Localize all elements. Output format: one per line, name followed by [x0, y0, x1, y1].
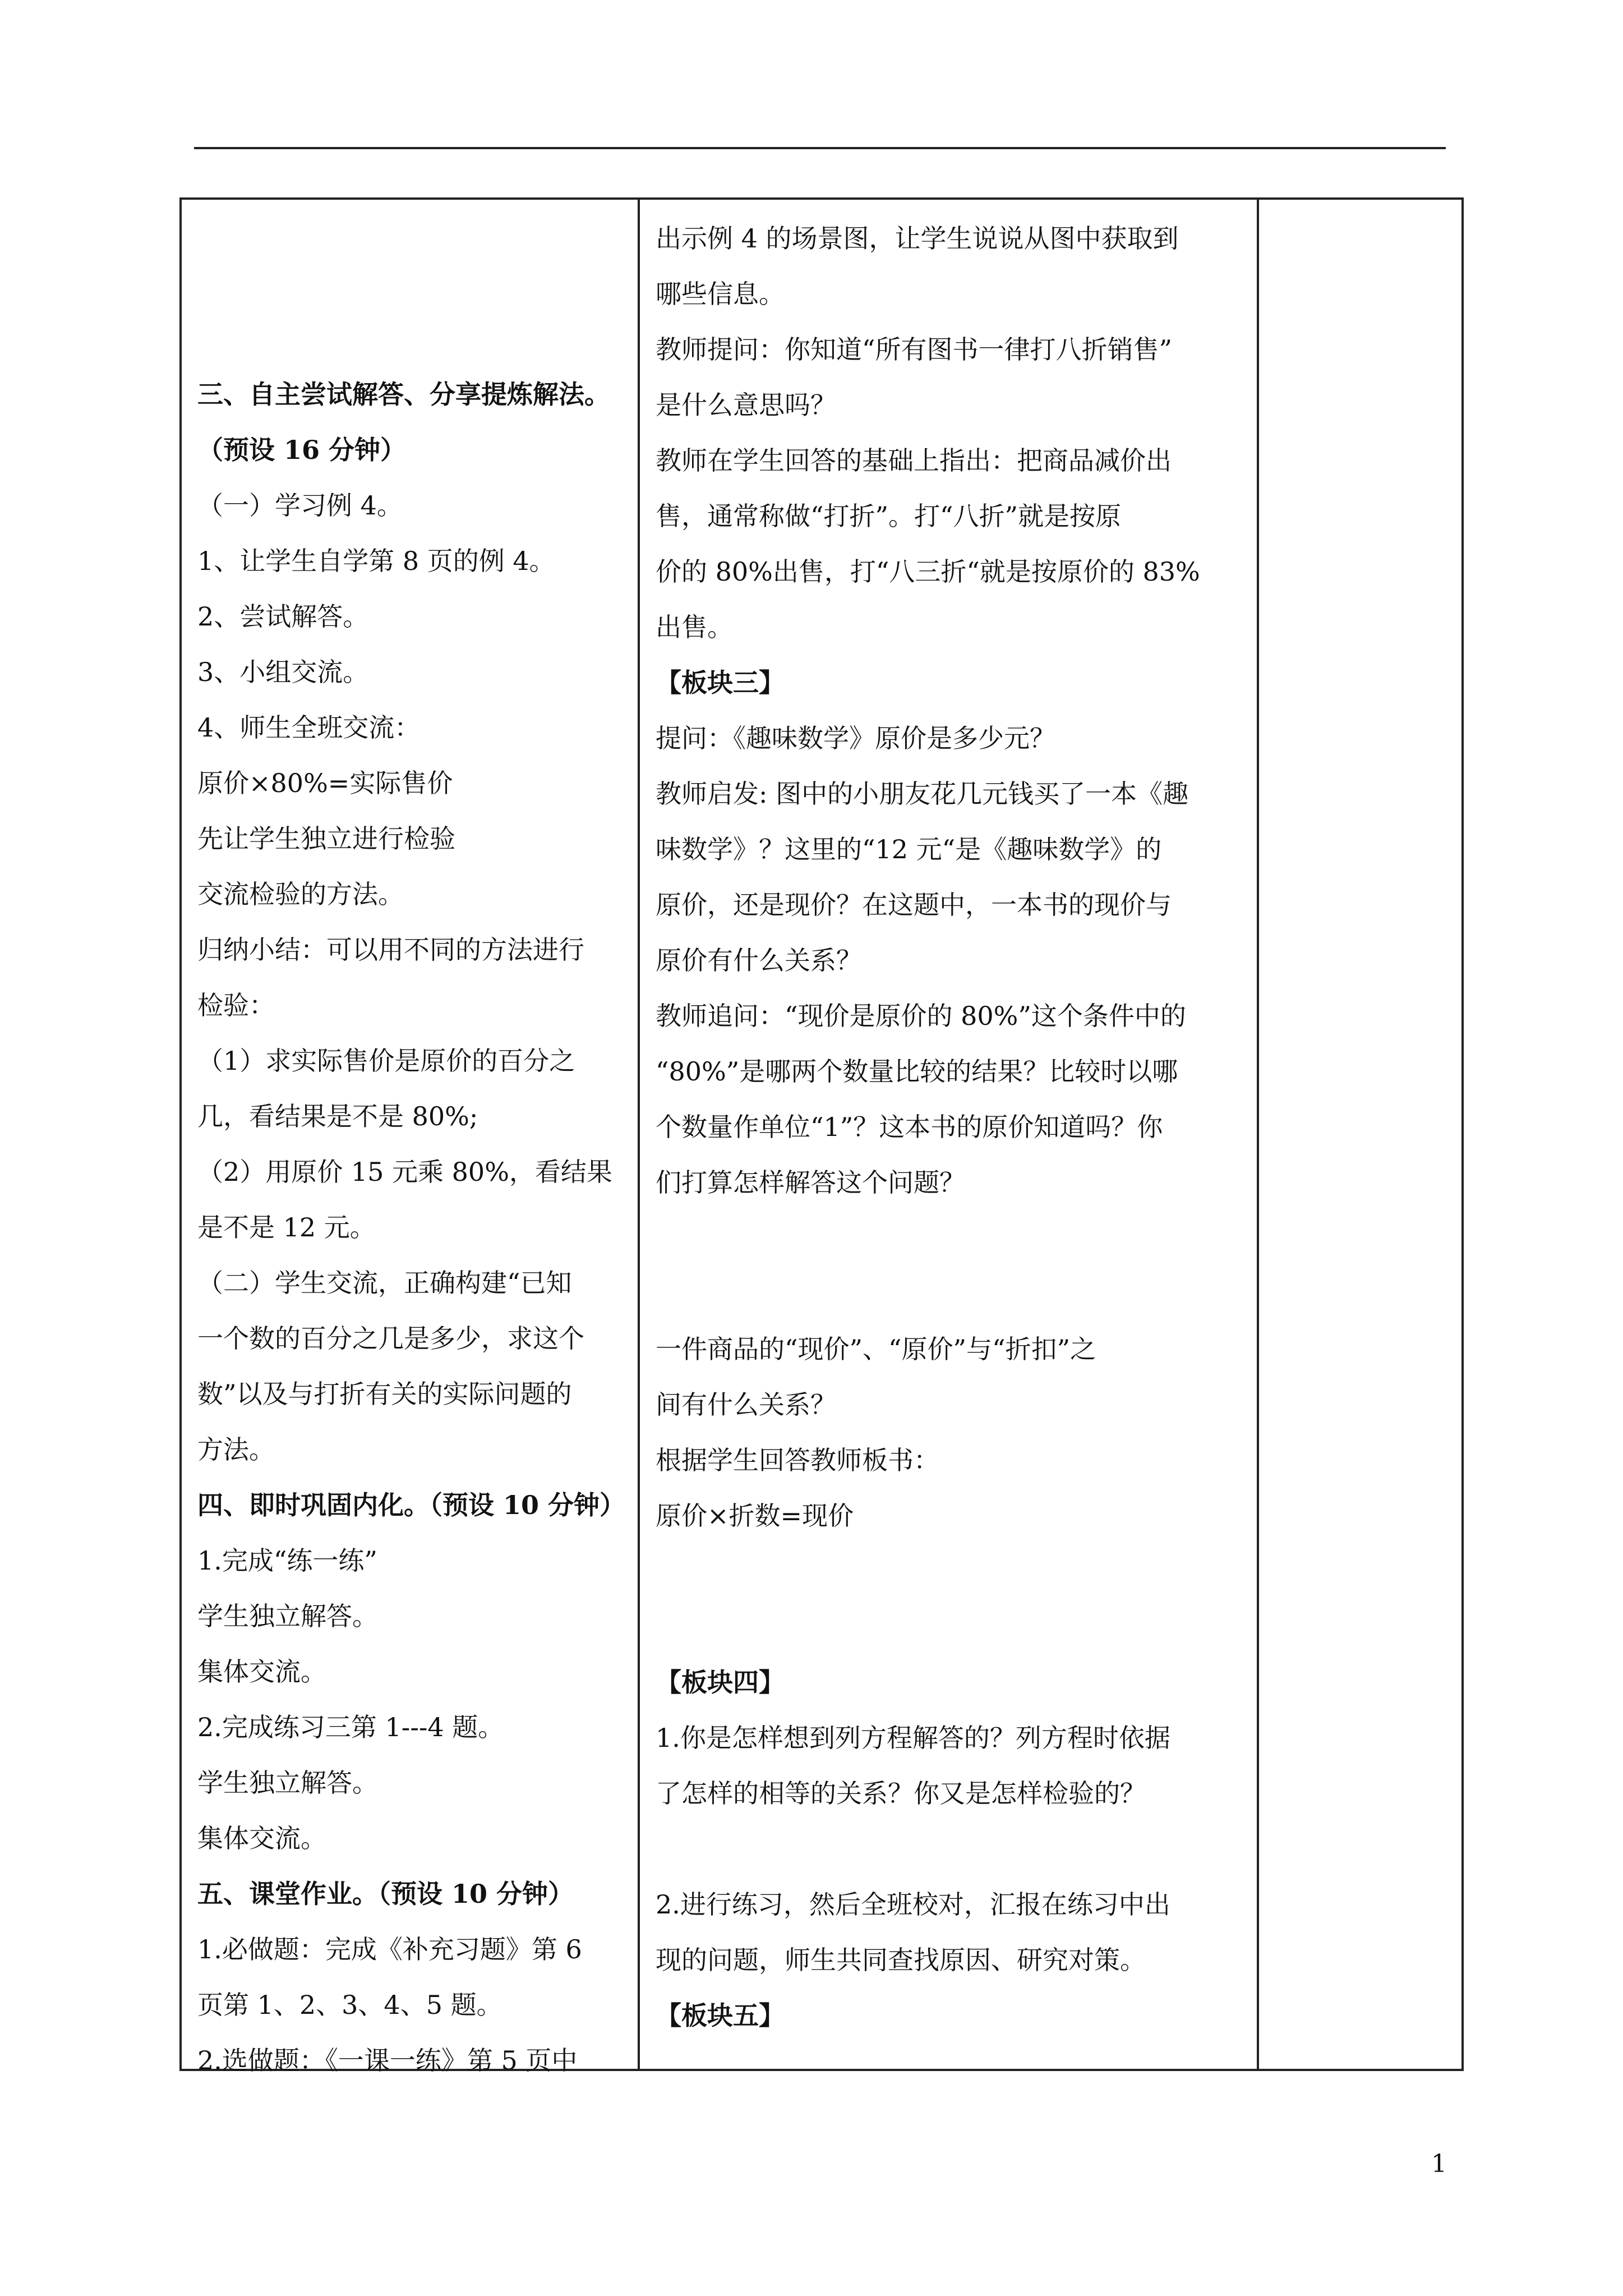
text-line: 根据学生回答教师板书：: [656, 1445, 939, 1475]
text-line: 四、即时巩固内化。（预设 10 分钟）: [197, 1490, 626, 1520]
text-line: 2、尝试解答。: [197, 601, 369, 632]
text-line: 集体交流。: [197, 1823, 326, 1853]
text-line: 提问：《趣味数学》原价是多少元？: [656, 723, 1055, 753]
page-number: 1: [1431, 2150, 1447, 2178]
text-line: （1）求实际售价是原价的百分之: [197, 1046, 575, 1076]
text-line: 4、师生全班交流：: [197, 712, 421, 743]
text-line: 教师启发: 图中的小朋友花几元钱买了一本《趣: [656, 779, 1189, 809]
text-line: [656, 1544, 1250, 1599]
text-line: 学生独立解答。: [197, 1768, 378, 1798]
text-line: 个数量作单位“1”？这本书的原价知道吗？你: [656, 1112, 1163, 1142]
text-line: 数”以及与打折有关的实际问题的: [197, 1379, 572, 1409]
text-line: 归纳小结：可以用不同的方法进行: [197, 935, 584, 965]
text-line: “80%”是哪两个数量比较的结果？比较时以哪: [656, 1056, 1178, 1087]
text-line: 一个数的百分之几是多少，求这个: [197, 1323, 584, 1354]
text-line: 3、小组交流。: [197, 657, 369, 687]
text-line: 原价×80%=实际售价: [197, 768, 453, 798]
text-line: 1.必做题：完成《补充习题》第 6: [197, 1934, 582, 1964]
text-line: [656, 1821, 1250, 1877]
text-line: 间有什么关系？: [656, 1389, 836, 1420]
text-line: 售，通常称做“打折”。打“八折”就是按原: [656, 501, 1122, 531]
text-line: 是什么意思吗？: [656, 390, 836, 420]
text-line: 教师追问：“现价是原价的 80%”这个条件中的: [656, 1001, 1186, 1031]
text-line: （预设 16 分钟）: [197, 435, 407, 465]
text-line: 方法。: [197, 1434, 275, 1465]
text-line: 现的问题，师生共同查找原因、研究对策。: [656, 1945, 1146, 1975]
text-line: 1、让学生自学第 8 页的例 4。: [197, 546, 555, 576]
text-line: 教师提问：你知道“所有图书一律打八折销售”: [656, 334, 1173, 365]
text-line: 【板块四】: [656, 1667, 785, 1697]
text-line: 是不是 12 元。: [197, 1212, 376, 1243]
text-line: [656, 1266, 1250, 1322]
text-line: 先让学生独立进行检验: [197, 823, 455, 854]
text-line: 【板块三】: [656, 668, 785, 698]
text-line: 【板块五】: [656, 2000, 785, 2031]
header-rule: [194, 147, 1446, 149]
text-line: 五、课堂作业。（预设 10 分钟）: [197, 1879, 574, 1909]
text-line: 出售。: [656, 612, 733, 642]
text-line: （二）学生交流，正确构建“已知: [197, 1268, 572, 1298]
text-line: 几，看结果是不是 80%;: [197, 1101, 478, 1131]
text-line: 教师在学生回答的基础上指出：把商品减价出: [656, 445, 1172, 476]
text-line: 原价×折数=现价: [656, 1501, 854, 1531]
text-line: 交流检验的方法。: [197, 879, 404, 909]
text-line: [656, 1211, 1250, 1266]
text-line: 哪些信息。: [656, 279, 785, 309]
teaching-activities-column: [656, 200, 1250, 2044]
text-line: 检验：: [197, 990, 275, 1020]
text-line: 1.你是怎样想到列方程解答的？列方程时依据: [656, 1723, 1170, 1753]
text-line: 集体交流。: [197, 1657, 326, 1687]
text-line: 出示例 4 的场景图，让学生说说从图中获取到: [656, 223, 1179, 254]
text-line: 味数学》？这里的“12 元“是《趣味数学》的: [656, 834, 1162, 864]
teaching-steps-column: [197, 200, 635, 2088]
text-line: 页第 1、2、3、4、5 题。: [197, 1990, 502, 2020]
text-line: 一件商品的“现价”、“原价”与“折扣”之: [656, 1334, 1096, 1364]
text-line: （2）用原价 15 元乘 80%，看结果: [197, 1157, 612, 1187]
lesson-plan-table: [179, 197, 1464, 2076]
text-line: 2.选做题：《一课一练》第 5 页中: [197, 2045, 578, 2076]
text-line: 2.完成练习三第 1---4 题。: [197, 1712, 504, 1742]
text-line: 三、自主尝试解答、分享提炼解法。: [197, 379, 610, 409]
column-divider-1: [638, 200, 640, 2069]
text-line: 了怎样的相等的关系？你又是怎样检验的？: [656, 1778, 1146, 1809]
text-line: 1.完成“练一练”: [197, 1545, 377, 1576]
text-line: 原价有什么关系？: [656, 945, 862, 976]
text-line: 2.进行练习，然后全班校对，汇报在练习中出: [656, 1889, 1170, 1920]
text-line: 价的 80%出售，打“八三折“就是按原价的 83%: [656, 556, 1200, 587]
text-line: （一）学习例 4。: [197, 490, 403, 521]
column-divider-2: [1257, 200, 1259, 2069]
text-line: 原价，还是现价？在这题中，一本书的现价与: [656, 890, 1172, 920]
text-line: 学生独立解答。: [197, 1601, 378, 1631]
text-line: 们打算怎样解答这个问题？: [656, 1167, 965, 1198]
text-line: [656, 1599, 1250, 1655]
